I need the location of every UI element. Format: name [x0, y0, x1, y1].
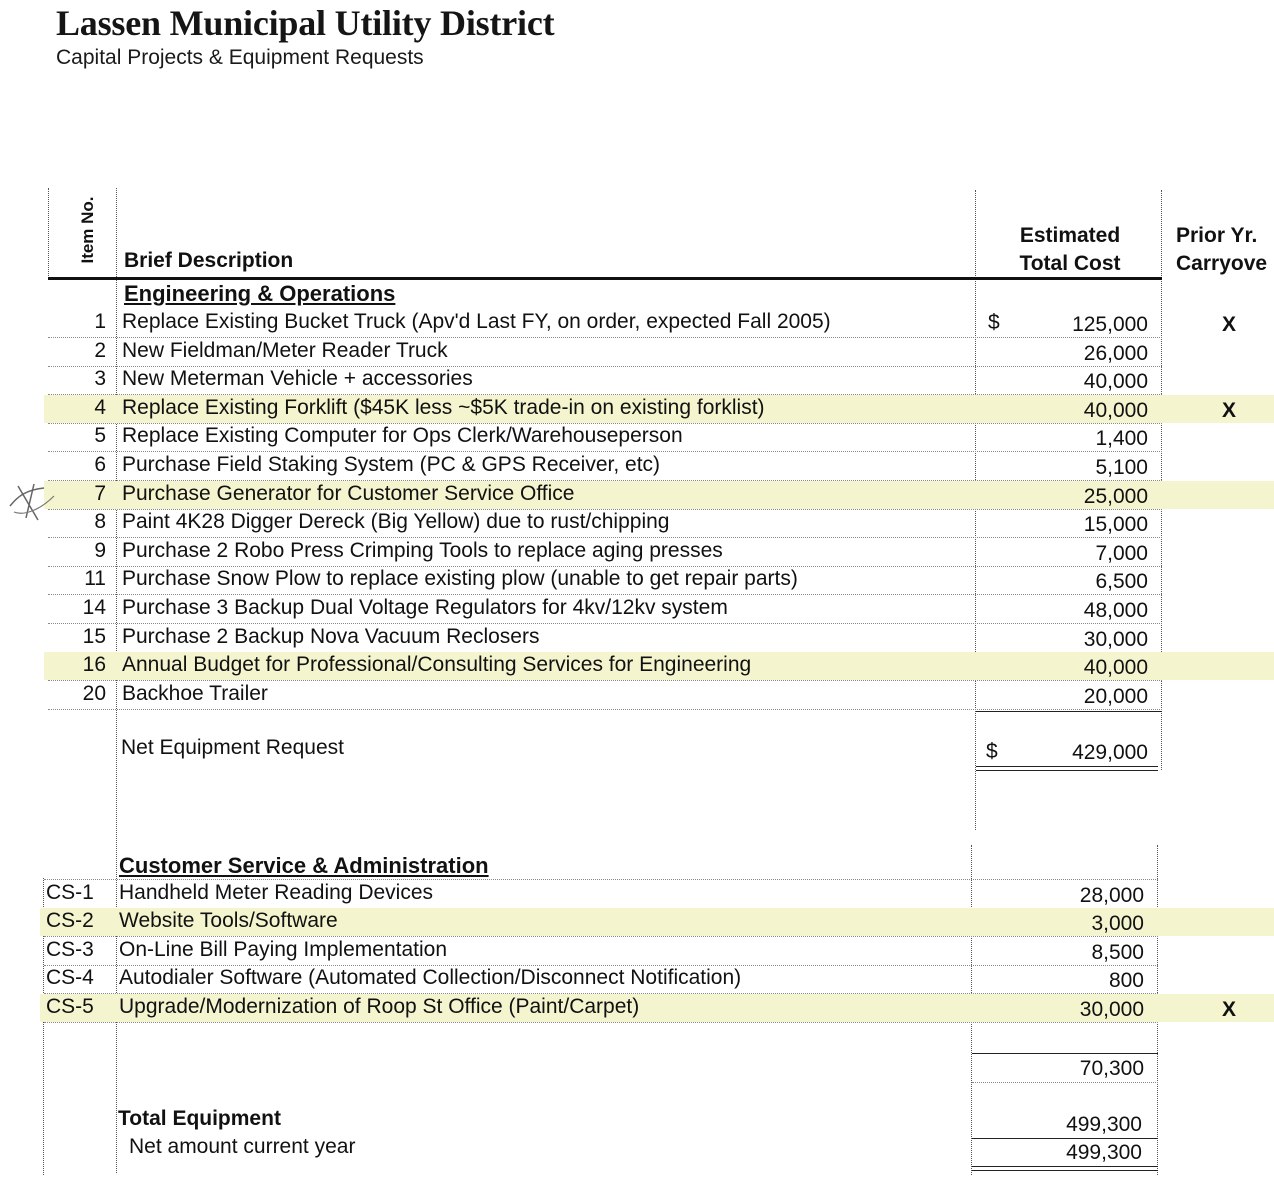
final-rule-2	[972, 1170, 1158, 1171]
item-description: Autodialer Software (Automated Collection/Disconnect Notification)	[119, 966, 742, 990]
item-cost: 5,100	[1095, 456, 1148, 479]
item-number: 20	[82, 681, 106, 705]
item-number: 9	[94, 538, 106, 562]
header-rule	[48, 277, 1162, 280]
item-number: CS-2	[46, 909, 94, 933]
item-number: 15	[82, 624, 106, 648]
item-description: New Meterman Vehicle + accessories	[122, 367, 473, 391]
item-number: CS-1	[46, 881, 94, 904]
item-number: 4	[94, 395, 106, 419]
item-description: Backhoe Trailer	[122, 681, 268, 705]
total-rule	[972, 1138, 1158, 1139]
item-description: Annual Budget for Professional/Consulting Services for Engineering	[122, 653, 752, 677]
prior-year-header: Prior Yr. Carryove	[1176, 224, 1268, 275]
handwritten-mark-icon	[4, 476, 64, 526]
eng-table-row	[0, 481, 1274, 509]
item-description: Purchase Field Staking System (PC & GPS Receiver, etc)	[122, 453, 661, 476]
item-cost: 40,000	[1083, 656, 1148, 680]
cs-subtotal-under	[972, 1082, 1158, 1083]
eng-table-row	[0, 595, 1274, 623]
item-cost: 28,000	[1079, 884, 1144, 907]
net-equipment-value: 429,000	[1072, 741, 1148, 764]
document-title: Lassen Municipal Utility District	[56, 3, 555, 43]
net-rule-1	[976, 766, 1158, 767]
item-cost: 20,000	[1083, 684, 1148, 708]
item-description: On-Line Bill Paying Implementation	[119, 937, 448, 961]
eng-table-row	[0, 681, 1274, 709]
item-description: Purchase 2 Robo Press Crimping Tools to replace aging presses	[122, 538, 723, 562]
document-subtitle: Capital Projects & Equipment Requests	[56, 46, 424, 69]
cs-table-row	[0, 880, 1274, 908]
item-description: Paint 4K28 Digger Dereck (Big Yellow) due to rust/chipping	[122, 510, 670, 534]
item-description: Website Tools/Software	[119, 909, 338, 933]
item-description: Purchase 3 Backup Dual Voltage Regulators for 4kv/12kv system	[122, 596, 728, 619]
item-cost: 40,000	[1083, 398, 1148, 422]
dollar-sign: $	[988, 311, 1000, 334]
net-equipment-label: Net Equipment Request	[121, 736, 344, 759]
item-number: 6	[94, 453, 106, 476]
item-description: New Fieldman/Meter Reader Truck	[122, 338, 448, 362]
item-description: Replace Existing Forklift ($45K less ~$5K trade-in on existing forklist)	[122, 395, 765, 419]
item-cost: 40,000	[1083, 370, 1148, 394]
carryover-mark: X	[1222, 398, 1237, 422]
total-equipment-value: 499,300	[1066, 1113, 1142, 1136]
item-cost: 48,000	[1083, 599, 1148, 622]
col-line-left	[48, 188, 49, 280]
net-amount-value: 499,300	[1066, 1141, 1142, 1164]
cs-section-title: Customer Service & Administration	[119, 853, 489, 878]
item-cost: 800	[1108, 969, 1144, 993]
item-no-header: Item No.	[78, 196, 97, 264]
eng-table-row	[0, 452, 1274, 480]
cs-subtotal-value: 70,300	[1079, 1057, 1144, 1080]
eng-table-row	[0, 395, 1274, 423]
eng-table-row	[0, 566, 1274, 594]
item-number: 11	[84, 567, 106, 591]
carryover-mark: X	[1222, 997, 1237, 1021]
item-cost: 6,500	[1095, 570, 1148, 594]
eng-cost-rule	[976, 711, 1162, 712]
cs-table-row	[0, 965, 1274, 993]
item-number: 14	[82, 596, 106, 619]
cost-header: Estimated Total Cost	[1019, 224, 1121, 275]
net-amount-label: Net amount current year	[129, 1135, 356, 1158]
item-cost: 25,000	[1083, 484, 1148, 508]
item-cost: 7,000	[1095, 541, 1148, 565]
item-description: Purchase 2 Backup Nova Vacuum Reclosers	[122, 624, 540, 648]
item-number: 2	[94, 338, 106, 362]
item-number: 7	[94, 481, 106, 505]
item-description: Replace Existing Computer for Ops Clerk/Warehouseperson	[122, 424, 683, 448]
row-rule	[48, 709, 1162, 710]
item-cost: 3,000	[1091, 912, 1144, 936]
final-rule-1	[972, 1166, 1158, 1167]
item-cost: 26,000	[1083, 341, 1148, 365]
eng-table-row	[0, 366, 1274, 394]
eng-table-row	[0, 338, 1274, 366]
cs-table-row	[0, 908, 1274, 936]
item-cost: 1,400	[1095, 427, 1148, 451]
net-rule-2	[976, 770, 1158, 771]
item-cost: 125,000	[1072, 313, 1148, 336]
item-description: Purchase Generator for Customer Service Office	[122, 481, 575, 505]
eng-table-row	[0, 624, 1274, 652]
item-cost: 8,500	[1091, 940, 1144, 964]
net-equipment-dollar: $	[986, 740, 998, 763]
item-number: 5	[94, 424, 106, 448]
item-number: 8	[94, 510, 106, 534]
eng-table-row	[0, 423, 1274, 451]
carryover-mark: X	[1222, 313, 1237, 336]
item-cost: 15,000	[1083, 513, 1148, 537]
row-rule	[44, 1022, 1158, 1023]
cs-table-row	[0, 937, 1274, 965]
eng-table-row	[0, 652, 1274, 680]
item-number: CS-5	[46, 994, 94, 1018]
cs-table-row	[0, 994, 1274, 1022]
cs-subtotal-rule	[972, 1053, 1158, 1054]
eng-table-row	[0, 309, 1274, 337]
eng-section-title: Engineering & Operations	[124, 281, 396, 306]
item-description: Replace Existing Bucket Truck (Apv'd Last FY, on order, expected Fall 2005)	[122, 310, 831, 333]
item-description: Upgrade/Modernization of Roop St Office (Paint/Carpet)	[119, 994, 640, 1018]
item-description: Purchase Snow Plow to replace existing plow (unable to get repair parts)	[122, 567, 798, 591]
item-number: 16	[82, 653, 106, 677]
item-number: 3	[94, 367, 106, 391]
item-number: 1	[94, 310, 106, 333]
item-number: CS-3	[46, 937, 94, 961]
item-cost: 30,000	[1079, 997, 1144, 1021]
item-cost: 30,000	[1083, 627, 1148, 651]
description-header: Brief Description	[124, 249, 294, 272]
eng-table-row	[0, 509, 1274, 537]
item-description: Handheld Meter Reading Devices	[119, 881, 434, 904]
total-equipment-label: Total Equipment	[118, 1107, 281, 1130]
item-number: CS-4	[46, 966, 94, 990]
eng-table-row	[0, 538, 1274, 566]
